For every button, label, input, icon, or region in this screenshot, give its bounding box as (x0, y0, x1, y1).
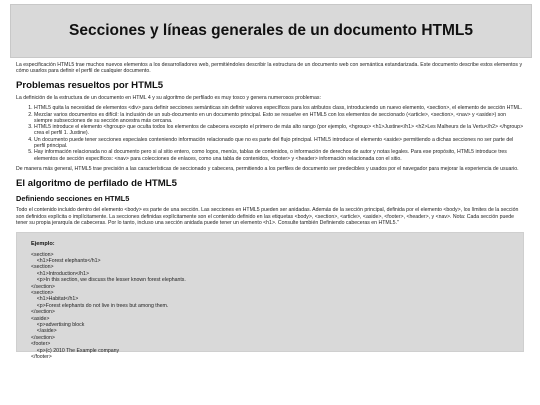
main-content (16, 62, 524, 361)
problems-closing: De manera más general, HTML5 trae precisión a las características de seccionado y cabecera, permitiendo a los perfiles de documento ser predecibles y usados por el navegador para mejorar la experiencia de usuario. (16, 165, 519, 172)
algorithm-body: Todo el contenido incluido dentro del elemento <body> es parte de una sección. Las secciones en HTML5 pueden ser anidadas. Además de la sección principal, definida por el elemento <body>, los límites de la sección son definidos explícita o implícitamente. La secciones definidas explícitamente son el contenido definido en las etiquetas <body>, <section>, <article>, <aside>, <footer>, <header>, y <nav>. Nota: Cada sección puede tener su propia jerarquía de cabeceras. Por lo tanto, incluso una sección anidada puede tener un elemento <h1>. Consulte también Definiendo cabeceras en HTML5." (16, 207, 519, 227)
list-item: 1. HTML5 quita la necesidad de elementos <div> para definir secciones semánticas sin definir valores específicos para los atributos class, introduciendo un nuevo elemento, <section>, el elemento de sección HTML. (34, 105, 524, 111)
list-item: 3. HTML5 introduce el elemento <hgroup> que oculta todos los elementos de cabecera excepto el primero de más alto rango (por ejemplo, <hgroup> <h1>Justine</h1> <h2>Les Malheurs de la Vertu</h2> </hgroup> crea el perfil 1. Justine). (34, 124, 524, 137)
list-item: 2. Mezclar varios documentos es difícil: la inclusión de un sub-documento en un documento principal. Esto se resuelve en HTML5 con los elementos de seccionado (<article>, <section>, <nav> y <aside>) son siempre subsecciones de su sección ancestra más cercana. (34, 112, 524, 125)
list-item: 5. Hay información relacionada no al documento pero si al sitio entero, como logos, menús, tablas de contenidos, o información de derechos de autor y notas legales. Para ese propósito, HTML5 introduce tres elementos de sección específicos: <nav> para colecciones de enlaces, como una tabla de contenidos, <footer> y <header> información relacionada con el sitio. (34, 149, 524, 162)
intro-paragraph: La especificación HTML5 trae muchos nuevos elementos a los desarrolladores web, permitiéndoles describir la estructura de un documento web con semántica estandarizada. Este documento describe estos elementos y cómo usarlos para definir el perfil de cualquier documento. (16, 62, 523, 75)
list-item: 4. Un documento puede tener secciones especiales conteniendo información relacionado que no es parte del flujo principal. HTML5 introduce el elemento <aside> permitiendo a dichas secciones no ser parte del perfil principal. (34, 137, 524, 150)
section-heading-problems: Problemas resueltos por HTML5 (16, 79, 164, 91)
example-code: <section> <h1>Forest elephants</h1> <section> <h1>Introduction</h1> <p>In this section, we discuss the lesser known forest elephants. </section> <section> <h1>Habitat</h1> <p>Forest elephants do not live in trees but among them. </section> <aside> <p>advertising block </aside> </section> <footer> <p>(c) 2010 The Example company </footer> (31, 251, 186, 361)
problems-lead: La definición de la estructura de un documento en HTML 4 y su algoritmo de perfilado es muy tosco y genera numerosos problemas: (16, 94, 321, 101)
problems-list (16, 105, 524, 162)
section-heading-algorithm: El algoritmo de perfilado de HTML5 (16, 178, 177, 190)
code-example-box (16, 232, 524, 361)
page-title: Secciones y líneas generales de un documento HTML5 (69, 22, 473, 39)
page-header (10, 4, 532, 58)
example-title: Ejemplo: (31, 240, 55, 247)
subheading-defining-sections: Definiendo secciones en HTML5 (16, 194, 130, 204)
